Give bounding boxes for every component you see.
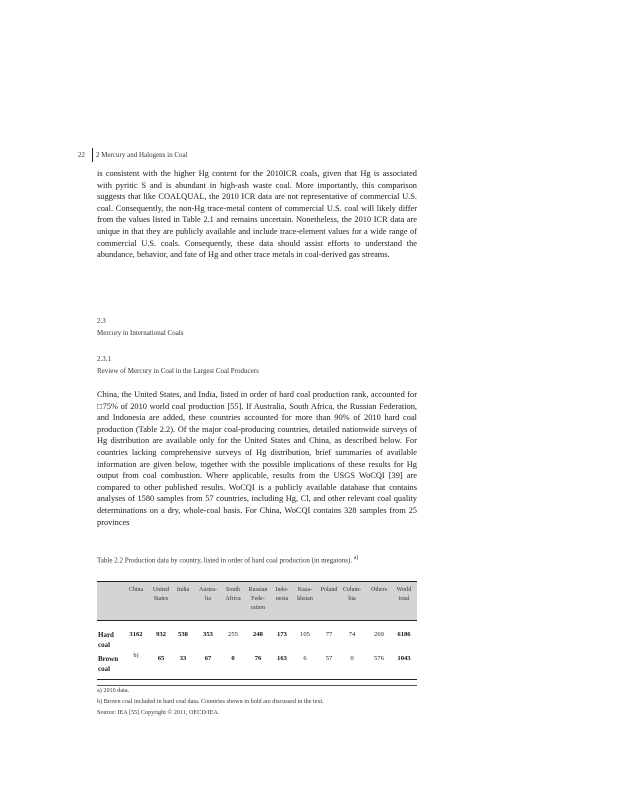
table-cell: 1043 — [397, 655, 411, 662]
column-header — [196, 586, 220, 604]
column-header-line: China — [128, 587, 144, 593]
column-header-line: ration — [251, 605, 265, 611]
row-label — [98, 654, 124, 674]
column-header — [124, 586, 148, 595]
table-header — [97, 582, 417, 620]
column-header — [171, 586, 195, 595]
column-header — [340, 586, 364, 604]
table-cell: 77 — [325, 631, 333, 638]
column-header — [246, 586, 270, 613]
running-head: 2 Mercury and Halogens in Coal — [96, 151, 188, 159]
table-body — [97, 621, 417, 679]
column-header-line: India — [176, 587, 190, 593]
column-header-line: United — [152, 587, 170, 593]
row-label — [98, 630, 124, 650]
column-header — [270, 586, 294, 604]
table-cell: 33 — [179, 655, 187, 662]
footnote-rule — [97, 685, 417, 686]
column-header-line: lia — [205, 596, 211, 602]
body-paragraph-2: China, the United States, and India, listed in order of hard coal production rank, accounted for □75% of 2010 world coal production [55]. If Australia, South Africa, the Russian Federation, and Indonesia are added, these countries accounted for more than 90% of 2010 hard coal production (Table 2.2). Of the major coal-producing countries, detailed nationwide surveys of Hg distribution are available only for the United States and China, as described below. For countries lacking comprehensive surveys of Hg distribution, brief summaries of available information are given below, together with the possible implications of these results for Hg output from coal combustion. Where applicable, results from the USGS WoCQI [39] are compared to other published results. WoCQI is a publicly available database that contains analyses of 1580 samples from 57 countries, including Hg, Cl, and other relevant coal quality determinations on a dry, whole-coal basis. For China, WoCQI contains 328 samples from 25 provinces — [97, 390, 417, 527]
column-header-line: Others — [371, 587, 387, 593]
column-header-line: Poland — [320, 587, 338, 593]
table-cell: 65 — [157, 655, 165, 662]
section-title: Mercury in International Coals — [97, 329, 184, 337]
column-header-line: Africa — [225, 596, 241, 602]
column-header-line: Indo- — [275, 587, 289, 593]
table-cell: 57 — [325, 655, 333, 662]
table-cell: 576 — [374, 655, 384, 662]
column-header — [317, 586, 341, 595]
section-number: 2.3 — [97, 317, 106, 325]
table-cell: 0 — [231, 655, 235, 662]
table-bottom-rule — [97, 679, 417, 680]
column-header-line: total — [398, 596, 410, 602]
subsection-number: 2.3.1 — [97, 355, 111, 363]
footnote-a: a) 2010 data. — [97, 687, 130, 694]
table-caption-text: Table 2.2 Production data by country, listed in order of hard coal production (in megatons). — [97, 556, 353, 565]
table-cell: 3162 — [129, 631, 143, 638]
table-cell: 67 — [204, 655, 212, 662]
page-number: 22 — [78, 151, 85, 159]
table-cell: 105 — [300, 631, 310, 638]
table-cell: 74 — [348, 631, 356, 638]
table-cell: 269 — [374, 631, 384, 638]
row-label-line: coal — [98, 641, 111, 649]
table-cell: 0 — [350, 655, 354, 662]
table-cell: 353 — [203, 631, 213, 638]
column-header-line: Fede- — [251, 596, 265, 602]
production-table — [97, 581, 417, 680]
column-header-line: Russian — [248, 587, 268, 593]
column-header — [149, 586, 173, 604]
column-header — [392, 586, 416, 604]
table-cell: 76 — [254, 655, 262, 662]
column-header-line: Austra- — [199, 587, 217, 593]
header-divider — [92, 148, 93, 162]
footnote-b: b) Brown coal included in hard coal data. Countries shown in bold are discussed in the text. — [97, 698, 324, 705]
row-label-line: Hard — [98, 631, 114, 639]
body-paragraph-1: is consistent with the higher Hg content for the 2010ICR coals, given that Hg is associated with pyritic S and is abundant in high-ash waste coal. More importantly, this comparison suggests that like COALQUAL, the 2010 ICR data are not representative of commercial U.S. coal. Consequently, the non-Hg trace-metal content of commercial U.S. coal will likely differ from the values listed in Table 2.1 and remains uncertain. Nonetheless, the 2010 ICR data are unique in that they are publicly available and include trace-element values for a wide range of commercial U.S. coals. Consequently, these data should assist efforts to understand the abundance, behavior, and fate of Hg and other trace metals in coal-derived gas streams. — [97, 169, 417, 260]
table-cell: 248 — [253, 631, 263, 638]
row-label-line: coal — [98, 665, 111, 673]
table-cell: 163 — [277, 655, 287, 662]
column-header-line: Colum- — [342, 587, 362, 593]
table-caption — [97, 553, 407, 566]
column-header-line: States — [153, 596, 169, 602]
row-label-line: Brown — [98, 655, 119, 663]
column-header — [221, 586, 245, 604]
table-cell: 6186 — [397, 631, 411, 638]
column-header-line: nesia — [275, 596, 289, 602]
footnote-source: Source: IEA [55] Copyright © 2011, OECD/IEA. — [97, 709, 220, 716]
table-cell: 173 — [277, 631, 287, 638]
table-cell: 932 — [156, 631, 166, 638]
table-cell: 538 — [178, 631, 188, 638]
column-header-line: Kaza- — [297, 587, 313, 593]
table-caption-note: a) — [353, 555, 359, 561]
column-header — [293, 586, 317, 604]
subsection-title: Review of Mercury in Coal in the Largest Coal Producers — [97, 367, 259, 375]
row-note: b) — [133, 653, 139, 659]
column-header-line: South — [225, 587, 240, 593]
column-header-line: khstan — [297, 596, 313, 602]
table-cell: 6 — [303, 655, 307, 662]
column-header-line: World — [396, 587, 412, 593]
column-header — [367, 586, 391, 595]
column-header-line: bia — [348, 596, 356, 602]
table-cell: 255 — [228, 631, 238, 638]
